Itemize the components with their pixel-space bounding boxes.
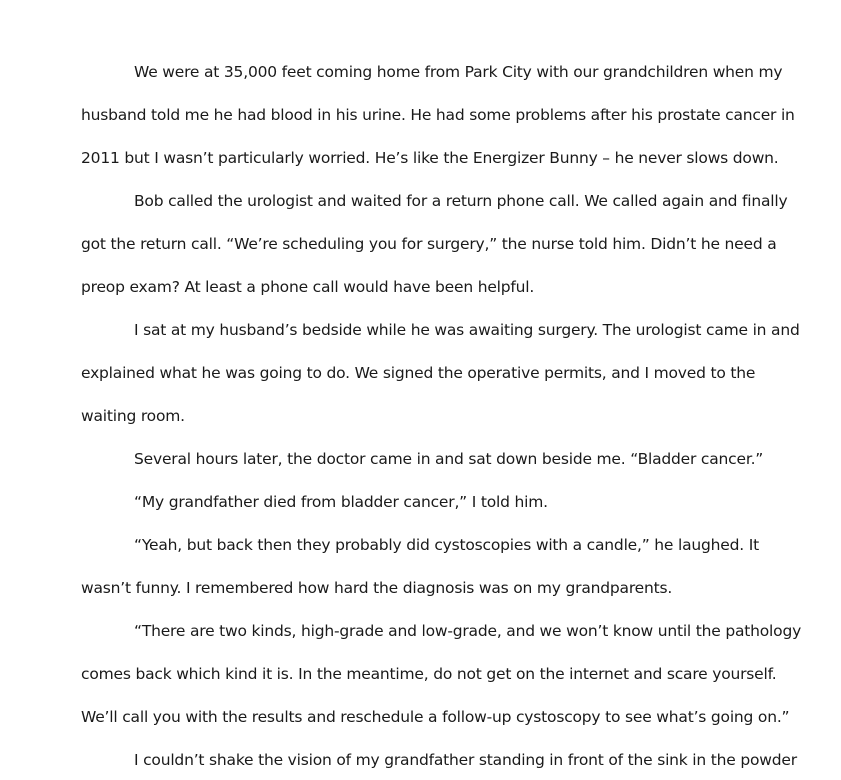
text-line-6: preop exam? At least a phone call would have been helpful.: [81, 278, 535, 296]
text-line-7: I sat at my husband’s bedside while he was awaiting surgery. The urologist came in and: [134, 321, 800, 339]
text-line-17: I couldn’t shake the vision of my grandfather standing in front of the sink in the powder: [134, 751, 797, 769]
text-line-3: 2011 but I wasn’t particularly worried. He’s like the Energizer Bunny – he never slows down.: [81, 149, 779, 167]
text-line-1: We were at 35,000 feet coming home from Park City with our grandchildren when my: [134, 63, 783, 81]
text-line-4: Bob called the urologist and waited for a return phone call. We called again and finally: [134, 192, 788, 210]
text-line-2: husband told me he had blood in his urine. He had some problems after his prostate cancer in: [81, 106, 795, 124]
text-line-12: “Yeah, but back then they probably did cystoscopies with a candle,” he laughed. It: [134, 536, 759, 554]
text-line-5: got the return call. “We’re scheduling you for surgery,” the nurse told him. Didn’t he need a: [81, 235, 777, 253]
text-line-13: wasn’t funny. I remembered how hard the diagnosis was on my grandparents.: [81, 579, 673, 597]
text-line-11: “My grandfather died from bladder cancer,” I told him.: [134, 493, 548, 511]
text-line-9: waiting room.: [81, 407, 185, 425]
text-line-14: “There are two kinds, high-grade and low-grade, and we won’t know until the pathology: [134, 622, 802, 640]
text-line-15: comes back which kind it is. In the meantime, do not get on the internet and scare yourself.: [81, 665, 777, 683]
text-line-10: Several hours later, the doctor came in and sat down beside me. “Bladder cancer.”: [134, 450, 764, 468]
text-line-16: We’ll call you with the results and reschedule a follow-up cystoscopy to see what’s going on.”: [81, 708, 790, 726]
text-line-8: explained what he was going to do. We signed the operative permits, and I moved to the: [81, 364, 756, 382]
